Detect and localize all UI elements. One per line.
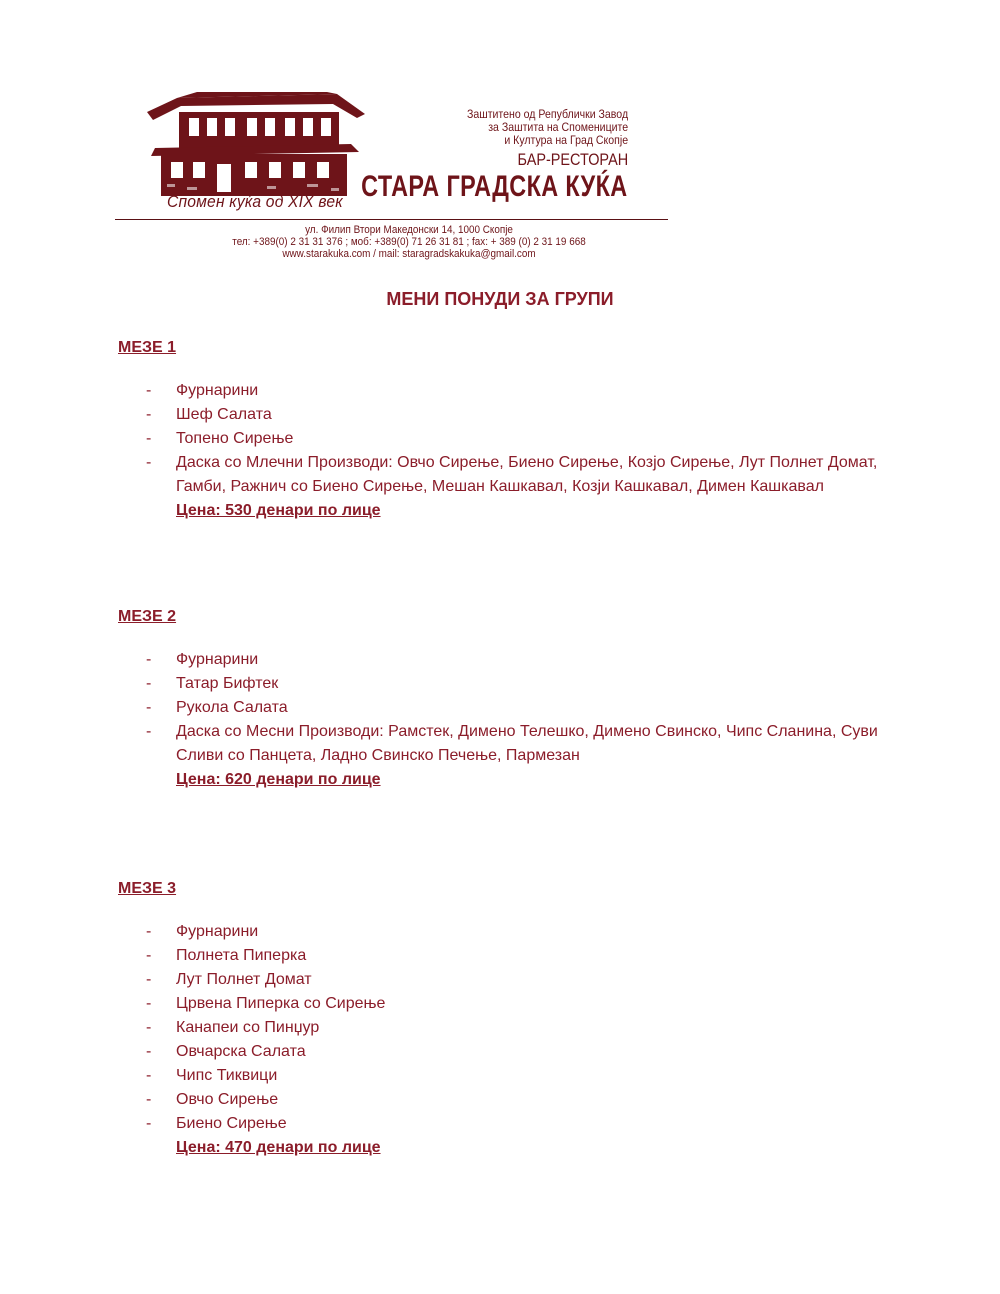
logo-caption: Спомен куќа од XIX век xyxy=(167,192,343,211)
list-item: - Овчо Сирење xyxy=(146,1091,279,1108)
section-title: МЕЗЕ 3 xyxy=(118,880,177,897)
list-item: - Топено Сирење xyxy=(146,430,294,447)
list-item: - Полнета Пиперка xyxy=(146,947,307,964)
item-list xyxy=(118,648,898,768)
restaurant-name: СТАРА ГРАДСКА КУЌА xyxy=(361,170,628,203)
phone-line: тел: +389(0) 2 31 31 376 ; моб: +389(0) 71 26 31 81 ; fax: + 389 (0) 2 31 19 668 xyxy=(232,236,586,248)
menu-section-meze-3 xyxy=(118,880,898,1160)
list-item: - Даска со Месни Производи: Рамстек, Димено Телешко, Димено Свинско, Чипс Сланина, Суви Сливи со Панцета, Ладно Свинско Печење, Пармезан xyxy=(146,723,878,764)
list-item: - Шеф Салата xyxy=(146,406,272,423)
protected-line: и Култура на Град Скопје xyxy=(504,133,628,147)
item-list xyxy=(118,920,898,1136)
menu-section-meze-1 xyxy=(118,339,898,523)
list-item: - Фурнарини xyxy=(146,923,259,940)
header-divider xyxy=(115,219,668,220)
list-item: - Фурнарини xyxy=(146,651,259,668)
list-item: - Татар Бифтек xyxy=(146,675,279,692)
protected-line: Заштитено од Републички Завод xyxy=(466,107,628,121)
contact-info xyxy=(229,224,589,260)
web-mail-line: www.starakuka.com / mail: staragradskakuka@gmail.com xyxy=(282,248,536,260)
list-item: - Чипс Тиквици xyxy=(146,1067,278,1084)
letterhead xyxy=(115,88,670,268)
address-line: ул. Филип Втори Македонски 14, 1000 Скопје xyxy=(305,224,513,236)
house-logo-icon xyxy=(137,92,367,200)
price-label: Цена: 620 денари по лице xyxy=(176,771,381,788)
item-list xyxy=(118,379,898,499)
list-item: - Фурнарини xyxy=(146,382,259,399)
menu-section-meze-2 xyxy=(118,608,898,792)
list-item: - Канапеи со Пинџур xyxy=(146,1019,320,1036)
protected-notice xyxy=(467,108,628,147)
price-label: Цена: 530 денари по лице xyxy=(176,502,381,519)
list-item: - Даска со Млечни Производи: Овчо Сирење, Биено Сирење, Козјо Сирење, Лут Полнет Домат, Гамби, Ражнич со Биено Сирење, Мешан Кашкавал, Козји Кашкавал, Димен Кашкавал xyxy=(146,454,878,495)
section-title: МЕЗЕ 1 xyxy=(118,339,177,356)
list-item: - Рукола Салата xyxy=(146,699,288,716)
section-title: МЕЗЕ 2 xyxy=(118,608,177,625)
list-item: - Овчарска Салата xyxy=(146,1043,306,1060)
price-label: Цена: 470 денари по лице xyxy=(176,1139,381,1156)
list-item: - Биено Сирење xyxy=(146,1115,287,1132)
list-item: - Лут Полнет Домат xyxy=(146,971,312,988)
list-item: - Црвена Пиперка со Сирење xyxy=(146,995,386,1012)
protected-line: за Заштита на Спомениците xyxy=(488,120,628,134)
page-title: МЕНИ ПОНУДИ ЗА ГРУПИ xyxy=(386,289,614,309)
business-type: БАР-РЕСТОРАН xyxy=(517,150,628,169)
